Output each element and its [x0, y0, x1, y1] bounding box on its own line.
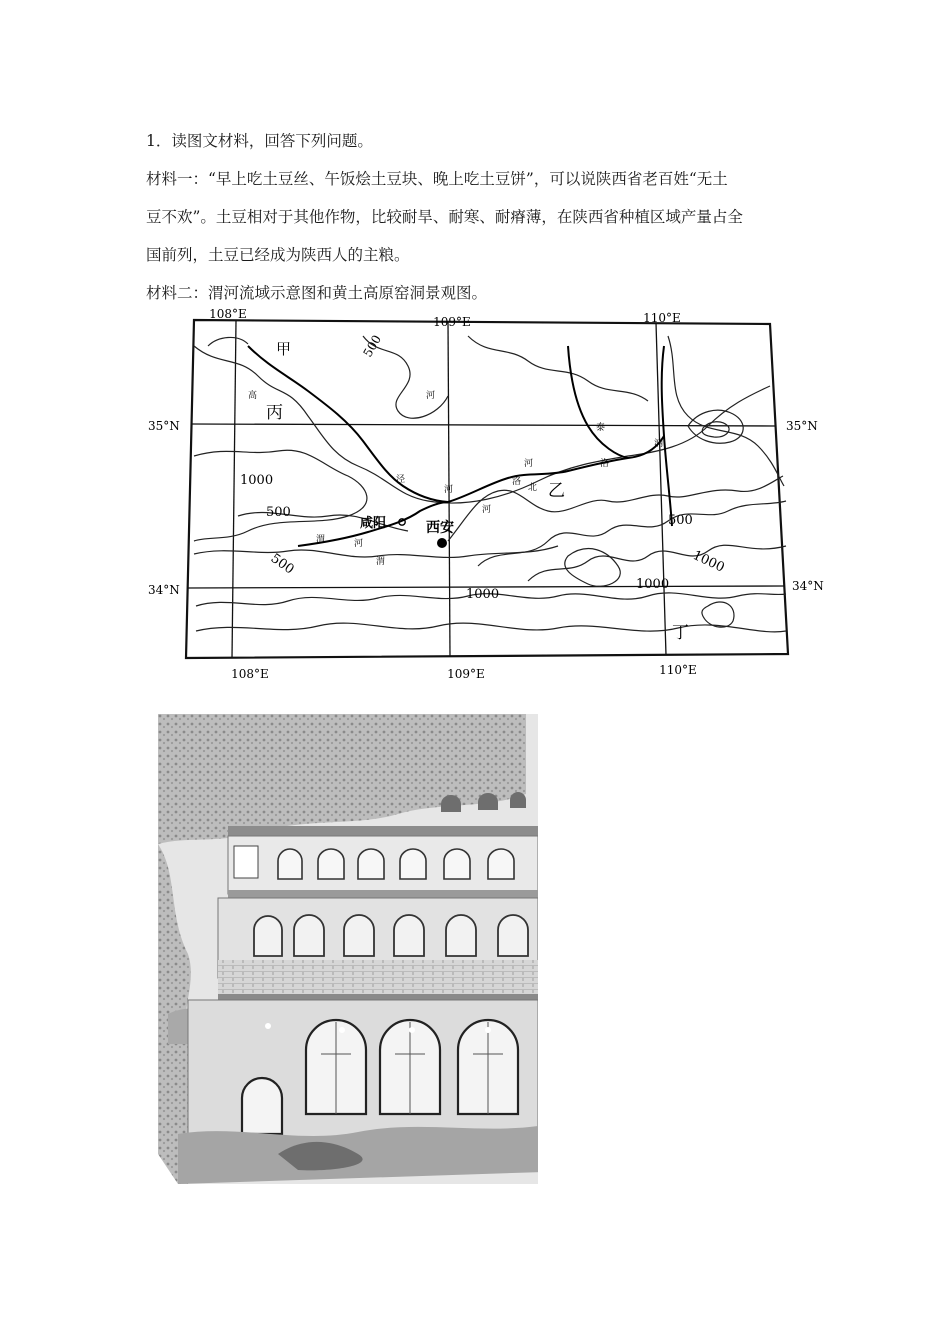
lat-left-35: 35°N — [148, 419, 180, 433]
contour-label: 1000 — [466, 587, 500, 602]
lon-bottom-108: 108°E — [231, 667, 269, 681]
cave-dwelling-photo — [158, 714, 546, 1184]
place-ding: 丁 — [672, 623, 689, 643]
material2-line: 材料二：渭河流域示意图和黄土高原窑洞景观图。 — [146, 284, 488, 302]
river-char: 高 — [248, 391, 258, 401]
material1-line-2: 豆不欢”。土豆相对于其他作物，比较耐旱、耐寒、耐瘠薄，在陕西省种植区域产量占全 — [146, 208, 743, 226]
place-yi: 乙 — [548, 481, 565, 501]
weihe-basin-map — [148, 306, 832, 684]
river-char: 河 — [444, 485, 454, 495]
lon-top-108: 108°E — [209, 307, 247, 321]
place-xianyang: 咸阳 — [360, 516, 387, 531]
material1-line-3: 国前列，土豆已经成为陕西人的主粮。 — [146, 246, 410, 264]
question-heading: 1．读图文材料，回答下列问题。 — [146, 132, 373, 150]
material1-line-1: 材料一：“早上吃土豆丝、午饭烩土豆块、晚上吃土豆饼”，可以说陕西省老百姓“无土 — [146, 170, 728, 188]
river-char: 洛 — [600, 459, 610, 469]
lon-bottom-109: 109°E — [447, 667, 485, 681]
photo-svg — [158, 714, 546, 1184]
lat-left-34: 34°N — [148, 583, 180, 597]
contour-label: 500 — [267, 550, 297, 578]
question-text — [146, 122, 806, 312]
contour-label: 1000 — [636, 577, 670, 592]
river-char: 河 — [482, 505, 492, 515]
place-bing: 丙 — [266, 403, 283, 423]
lat-right-34: 34°N — [792, 579, 824, 593]
river-char: 北 — [528, 483, 538, 493]
contour-label: 500 — [360, 332, 385, 360]
lat-right-35: 35°N — [786, 419, 818, 433]
place-xian: 西安 — [426, 520, 454, 536]
river-char: 洛 — [512, 477, 522, 487]
river-char: 泰 — [596, 423, 606, 433]
river-char: 渭 — [376, 557, 386, 567]
river-char: 河 — [426, 391, 436, 401]
contour-label: 1000 — [690, 548, 727, 576]
river-char: 河 — [354, 539, 364, 549]
lon-bottom-110: 110°E — [659, 663, 697, 677]
contour-label: 500 — [668, 513, 693, 528]
map-svg — [148, 306, 832, 684]
lon-top-110: 110°E — [643, 311, 681, 325]
contour-label: 1000 — [240, 473, 274, 488]
river-char: 汭 — [654, 439, 664, 449]
river-char: 河 — [524, 459, 534, 469]
contour-label: 500 — [266, 505, 291, 520]
river-char: 渭 — [316, 535, 326, 545]
river-char: 泾 — [396, 475, 406, 485]
place-jia: 甲 — [276, 340, 292, 358]
lon-top-109: 109°E — [433, 315, 471, 329]
